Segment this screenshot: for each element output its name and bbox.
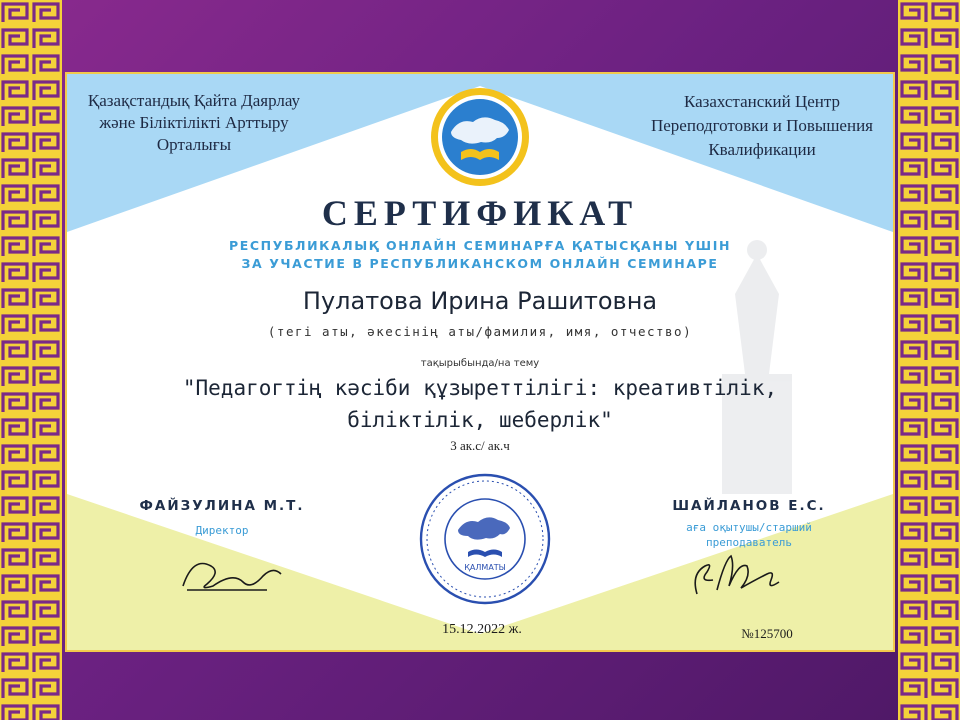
recipient-name: Пулатова Ирина Рашитовна (302, 287, 658, 315)
greek-key-ornament-icon (898, 0, 960, 720)
organization-name-kazakh: Қазақстандық Қайта Даярлау және Біліктілікті Арттыру Орталығы (87, 91, 301, 154)
greek-key-ornament-icon (0, 0, 62, 720)
topic-label: тақырыбында/на тему (420, 358, 540, 369)
right-ornament-border (898, 0, 960, 720)
left-ornament-border (0, 0, 62, 720)
lecturer-role: аға оқытушы/старший преподаватель (686, 521, 812, 549)
round-stamp-icon (418, 472, 552, 606)
issue-date: 15.12.2022 ж. (442, 622, 522, 637)
seal-city-text: ҚАЛМАТЫ (464, 563, 506, 572)
kazakhstan-map-book-emblem-icon (429, 86, 531, 188)
lecturer-name: ШАЙЛАНОВ Е.С. (672, 498, 826, 514)
certificate-number: №125700 (741, 626, 793, 641)
subtitle-russian: ЗА УЧАСТИЕ В РЕСПУБЛИКАНСКОМ ОНЛАЙН СЕМИНАРЕ (241, 256, 719, 271)
handwritten-signature-icon (687, 546, 797, 602)
certificate-title: СЕРТИФИКАТ (321, 193, 639, 233)
academic-hours: 3 ак.с/ ак.ч (450, 438, 510, 453)
handwritten-signature-icon (177, 546, 287, 596)
certificate-card (67, 74, 893, 650)
director-name: ФАЙЗУЛИНА М.Т. (139, 498, 305, 514)
organization-name-russian: Казахстанский Центр Переподготовки и Повышения Квалификации (650, 92, 873, 159)
name-field-hint: (тегі аты, әкесінің аты/фамилия, имя, отчество) (267, 324, 693, 339)
topic-line-2: біліктілік, шеберлік" (347, 408, 613, 432)
topic-line-1: "Педагогтің кәсіби құзыреттілігі: креативтілік, (182, 376, 778, 400)
director-role: Директор (195, 524, 249, 537)
subtitle-kazakh: РЕСПУБЛИКАЛЫҚ ОНЛАЙН СЕМИНАРҒА ҚАТЫСҚАНЫ ҮШІН (228, 238, 732, 253)
